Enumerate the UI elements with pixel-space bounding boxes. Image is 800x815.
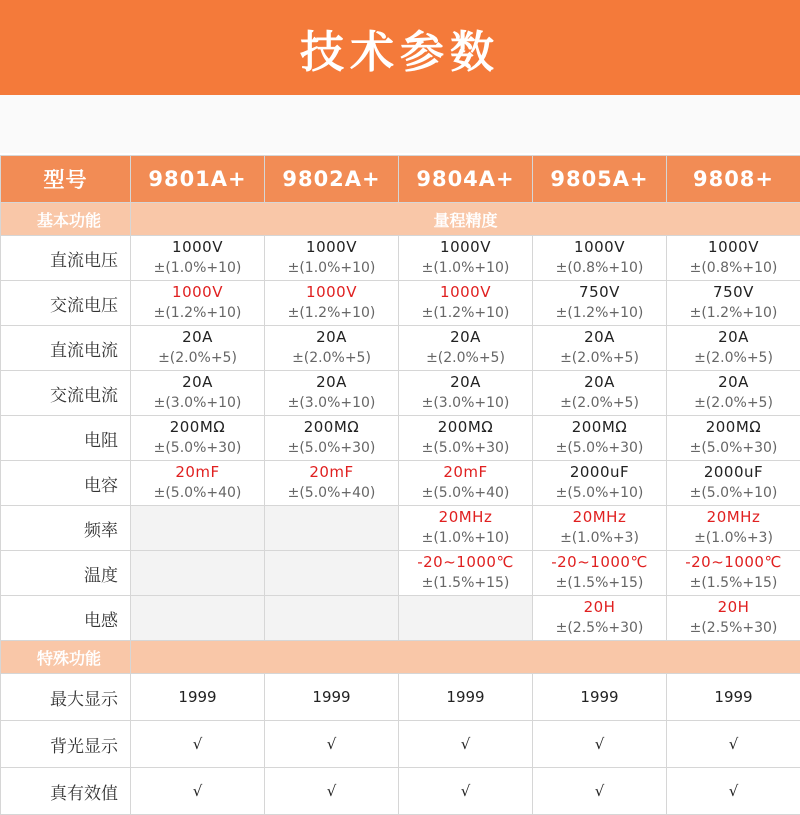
spec-accuracy-value: ±(5.0%+30) <box>399 438 532 459</box>
spec-accuracy-value: ±(2.5%+30) <box>667 618 800 639</box>
spec-accuracy-value: ±(2.0%+5) <box>265 348 398 369</box>
spec-cell <box>265 416 399 461</box>
spec-cell-empty <box>265 596 399 641</box>
spec-table <box>0 155 800 815</box>
spec-row <box>1 596 800 641</box>
spec-cell <box>399 371 533 416</box>
spec-range-value: 20A <box>265 372 398 393</box>
feature-row-label: 真有效值 <box>1 768 131 815</box>
spec-range-value: 20A <box>399 327 532 348</box>
spec-cell <box>265 236 399 281</box>
feature-cell: 1999 <box>265 674 399 721</box>
section-label-basic: 基本功能 <box>1 203 131 236</box>
spec-row-label: 电容 <box>1 461 131 506</box>
spec-cell <box>667 236 800 281</box>
spec-row-label: 温度 <box>1 551 131 596</box>
spec-range-value: 200MΩ <box>265 417 398 438</box>
spec-accuracy-value: ±(5.0%+40) <box>399 483 532 504</box>
model-header-row <box>1 156 800 203</box>
section-row-special <box>1 641 800 674</box>
spec-range-value: 2000uF <box>667 462 800 483</box>
spec-accuracy-value: ±(1.0%+10) <box>265 258 398 279</box>
spec-accuracy-value: ±(1.2%+10) <box>399 303 532 324</box>
spec-cell <box>399 236 533 281</box>
spec-row-label: 直流电流 <box>1 326 131 371</box>
spec-accuracy-value: ±(1.0%+10) <box>399 258 532 279</box>
spec-range-value: 20A <box>533 372 666 393</box>
feature-cell: √ <box>131 768 265 815</box>
feature-cell: √ <box>399 768 533 815</box>
spec-cell <box>533 236 667 281</box>
feature-cell: √ <box>667 768 800 815</box>
spec-accuracy-value: ±(3.0%+10) <box>131 393 264 414</box>
spec-row <box>1 236 800 281</box>
spec-cell-empty <box>265 506 399 551</box>
feature-row <box>1 674 800 721</box>
spec-cell <box>131 461 265 506</box>
feature-cell: 1999 <box>131 674 265 721</box>
spec-accuracy-value: ±(5.0%+30) <box>131 438 264 459</box>
spec-cell <box>533 506 667 551</box>
model-header-label: 型号 <box>1 156 131 203</box>
spec-range-value: 200MΩ <box>131 417 264 438</box>
feature-cell: 1999 <box>667 674 800 721</box>
feature-cell: 1999 <box>533 674 667 721</box>
spec-range-value: 200MΩ <box>399 417 532 438</box>
spec-cell <box>667 461 800 506</box>
feature-row <box>1 768 800 815</box>
spec-range-value: 20A <box>265 327 398 348</box>
spec-range-value: 20MHz <box>533 507 666 528</box>
spec-cell <box>131 326 265 371</box>
model-header-cell: 9808+ <box>667 156 800 203</box>
spec-accuracy-value: ±(2.0%+5) <box>667 348 800 369</box>
spec-cell <box>131 236 265 281</box>
spec-cell <box>667 506 800 551</box>
spec-accuracy-value: ±(1.0%+10) <box>399 528 532 549</box>
spec-row-label: 交流电压 <box>1 281 131 326</box>
feature-cell: √ <box>399 721 533 768</box>
model-header-cell: 9801A+ <box>131 156 265 203</box>
spec-accuracy-value: ±(5.0%+10) <box>667 483 800 504</box>
spec-accuracy-value: ±(1.0%+10) <box>131 258 264 279</box>
feature-cell: √ <box>533 721 667 768</box>
spec-accuracy-value: ±(2.0%+5) <box>131 348 264 369</box>
feature-row-label: 最大显示 <box>1 674 131 721</box>
spec-row <box>1 416 800 461</box>
spec-range-value: 1000V <box>131 282 264 303</box>
spec-accuracy-value: ±(0.8%+10) <box>667 258 800 279</box>
spec-accuracy-value: ±(1.0%+3) <box>667 528 800 549</box>
spec-cell <box>265 371 399 416</box>
spec-accuracy-value: ±(3.0%+10) <box>399 393 532 414</box>
spec-cell <box>399 326 533 371</box>
spec-range-value: 20mF <box>265 462 398 483</box>
spec-range-value: 20mF <box>399 462 532 483</box>
spec-range-value: 200MΩ <box>667 417 800 438</box>
spec-range-value: 20H <box>667 597 800 618</box>
spec-cell <box>667 371 800 416</box>
spec-range-value: 1000V <box>399 282 532 303</box>
spec-row <box>1 461 800 506</box>
spec-cell <box>667 326 800 371</box>
spec-range-value: -20~1000℃ <box>399 552 532 573</box>
spec-cell <box>265 461 399 506</box>
spec-accuracy-value: ±(5.0%+40) <box>265 483 398 504</box>
spec-range-value: 20MHz <box>667 507 800 528</box>
spec-range-value: 20mF <box>131 462 264 483</box>
spec-accuracy-value: ±(1.2%+10) <box>533 303 666 324</box>
section-label-range-accuracy: 量程精度 <box>131 203 800 236</box>
spec-range-value: -20~1000℃ <box>533 552 666 573</box>
section-row-basic <box>1 203 800 236</box>
model-header-cell: 9802A+ <box>265 156 399 203</box>
spec-range-value: 2000uF <box>533 462 666 483</box>
spec-accuracy-value: ±(5.0%+40) <box>131 483 264 504</box>
spec-cell <box>399 416 533 461</box>
spec-accuracy-value: ±(5.0%+10) <box>533 483 666 504</box>
feature-row-label: 背光显示 <box>1 721 131 768</box>
spec-accuracy-value: ±(1.0%+3) <box>533 528 666 549</box>
feature-cell: √ <box>265 721 399 768</box>
spec-accuracy-value: ±(5.0%+30) <box>265 438 398 459</box>
spec-accuracy-value: ±(5.0%+30) <box>667 438 800 459</box>
spec-range-value: 20MHz <box>399 507 532 528</box>
spec-accuracy-value: ±(2.0%+5) <box>667 393 800 414</box>
spec-range-value: -20~1000℃ <box>667 552 800 573</box>
model-header-cell: 9804A+ <box>399 156 533 203</box>
spec-row <box>1 281 800 326</box>
spec-range-value: 1000V <box>265 282 398 303</box>
page-title: 技术参数 <box>300 16 500 80</box>
spec-accuracy-value: ±(1.5%+15) <box>399 573 532 594</box>
spec-accuracy-value: ±(5.0%+30) <box>533 438 666 459</box>
spec-accuracy-value: ±(2.0%+5) <box>399 348 532 369</box>
spec-cell <box>533 551 667 596</box>
spec-cell <box>533 596 667 641</box>
feature-cell: 1999 <box>399 674 533 721</box>
spec-accuracy-value: ±(2.5%+30) <box>533 618 666 639</box>
spec-accuracy-value: ±(1.5%+15) <box>667 573 800 594</box>
spec-cell <box>399 506 533 551</box>
spec-range-value: 750V <box>667 282 800 303</box>
spec-cell <box>667 281 800 326</box>
feature-row <box>1 721 800 768</box>
spec-range-value: 200MΩ <box>533 417 666 438</box>
spec-range-value: 1000V <box>265 237 398 258</box>
model-header-cell: 9805A+ <box>533 156 667 203</box>
spec-range-value: 1000V <box>667 237 800 258</box>
spec-accuracy-value: ±(0.8%+10) <box>533 258 666 279</box>
spec-cell <box>667 551 800 596</box>
feature-cell: √ <box>667 721 800 768</box>
spec-range-value: 1000V <box>131 237 264 258</box>
spec-row-label: 电感 <box>1 596 131 641</box>
spec-accuracy-value: ±(1.5%+15) <box>533 573 666 594</box>
spec-row-label: 直流电压 <box>1 236 131 281</box>
spec-range-value: 750V <box>533 282 666 303</box>
spec-range-value: 20A <box>131 372 264 393</box>
spec-row-label: 电阻 <box>1 416 131 461</box>
spec-table-body <box>1 156 800 815</box>
spec-row-label: 交流电流 <box>1 371 131 416</box>
spec-range-value: 20H <box>533 597 666 618</box>
spec-cell-empty <box>265 551 399 596</box>
feature-cell: √ <box>131 721 265 768</box>
spec-cell <box>667 416 800 461</box>
spec-cell-empty <box>131 551 265 596</box>
spec-accuracy-value: ±(1.2%+10) <box>667 303 800 324</box>
spec-cell <box>399 551 533 596</box>
title-banner <box>0 0 800 95</box>
section-row-filler <box>131 641 800 674</box>
spec-cell <box>667 596 800 641</box>
spec-range-value: 20A <box>131 327 264 348</box>
spec-range-value: 20A <box>399 372 532 393</box>
spec-row <box>1 371 800 416</box>
spec-cell <box>399 281 533 326</box>
spec-accuracy-value: ±(2.0%+5) <box>533 393 666 414</box>
spec-row <box>1 506 800 551</box>
spec-accuracy-value: ±(3.0%+10) <box>265 393 398 414</box>
spec-cell <box>533 281 667 326</box>
spec-cell <box>399 461 533 506</box>
spec-row <box>1 551 800 596</box>
spec-cell <box>131 371 265 416</box>
spec-cell <box>533 461 667 506</box>
spec-accuracy-value: ±(1.2%+10) <box>265 303 398 324</box>
spec-cell <box>131 416 265 461</box>
spec-row <box>1 326 800 371</box>
spec-cell <box>533 326 667 371</box>
feature-cell: √ <box>265 768 399 815</box>
spec-accuracy-value: ±(1.2%+10) <box>131 303 264 324</box>
spec-cell-empty <box>399 596 533 641</box>
spec-accuracy-value: ±(2.0%+5) <box>533 348 666 369</box>
spec-cell <box>265 326 399 371</box>
spec-cell <box>131 281 265 326</box>
spec-range-value: 1000V <box>399 237 532 258</box>
spec-row-label: 频率 <box>1 506 131 551</box>
spec-range-value: 20A <box>667 327 800 348</box>
spec-cell <box>533 416 667 461</box>
spec-range-value: 20A <box>533 327 666 348</box>
spacer <box>0 95 800 153</box>
spec-cell <box>265 281 399 326</box>
feature-cell: √ <box>533 768 667 815</box>
spec-range-value: 1000V <box>533 237 666 258</box>
spec-cell-empty <box>131 506 265 551</box>
spec-cell <box>533 371 667 416</box>
spec-range-value: 20A <box>667 372 800 393</box>
spec-cell-empty <box>131 596 265 641</box>
section-label-special: 特殊功能 <box>1 641 131 674</box>
